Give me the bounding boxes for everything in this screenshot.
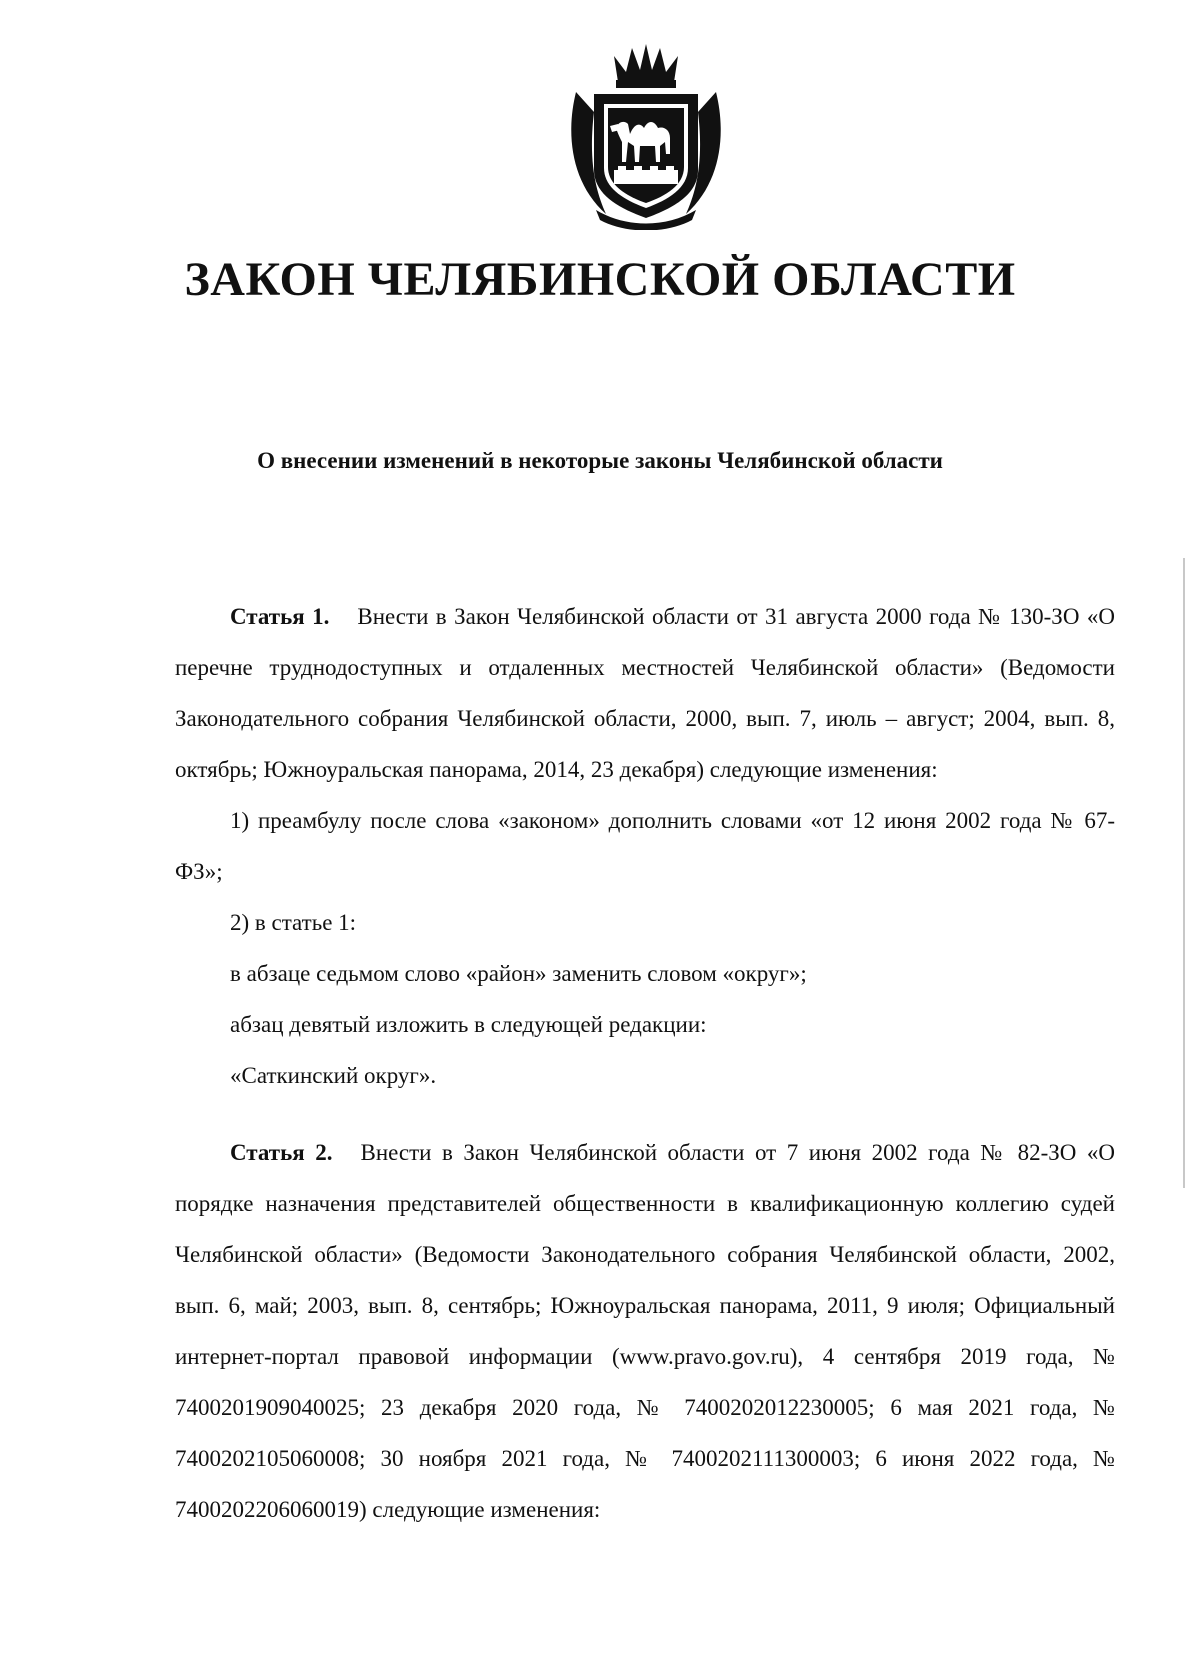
- article-1-item-1: 1) преамбулу после слова «законом» дополнить словами «от 12 июня 2002 года № 67-ФЗ»;: [175, 808, 1115, 884]
- article-1-heading: Статья 1.: [230, 604, 330, 629]
- coat-of-arms-icon: [566, 42, 726, 230]
- law-subtitle: О внесении изменений в некоторые законы Челябинской области: [257, 448, 943, 473]
- article-1-intro-text: Внести в Закон Челябинской области от 31 августа 2000 года № 130-ЗО «О перечне труднодоступных и отдаленных местностей Челябинской области» (Ведомости Законодательного собрания Челябинской области, 2000, вып. 7, июль – август; 2004, вып. 8, октябрь; Южноуральская панорама, 2014, 23 декабря) следующие изменения:: [175, 604, 1115, 782]
- article-1: [175, 591, 1115, 1101]
- article-2-heading: Статья 2.: [230, 1140, 333, 1165]
- law-title: ЗАКОН ЧЕЛЯБИНСКОЙ ОБЛАСТИ: [184, 253, 1016, 306]
- article-2: [175, 1127, 1115, 1535]
- article-1-item-2: 2) в статье 1:: [230, 910, 357, 935]
- article-1-item-2-a: в абзаце седьмом слово «район» заменить словом «округ»;: [230, 961, 807, 986]
- article-1-item-2-c: «Саткинский округ».: [230, 1063, 437, 1088]
- article-1-intro: [175, 591, 1115, 795]
- article-1-item-2-b: абзац девятый изложить в следующей редакции:: [230, 1012, 707, 1037]
- scan-margin-line: [1183, 558, 1185, 1188]
- article-2-intro-text: Внести в Закон Челябинской области от 7 июня 2002 года № 82-ЗО «О порядке назначения представителей общественности в квалификационную коллегию судей Челябинской области» (Ведомости Законодательного собрания Челябинской области, 2002, вып. 6, май; 2003, вып. 8, сентябрь; Южноуральская панорама, 2011, 9 июля; Официальный интернет-портал правовой информации (www.pravo.gov.ru), 4 сентября 2019 года, № 7400201909040025; 23 декабря 2020 года, № 7400202012230005; 6 мая 2021 года, № 7400202105060008; 30 ноября 2021 года, № 7400202111300003; 6 июня 2022 года, № 7400202206060019) следующие изменения:: [175, 1140, 1115, 1522]
- article-2-intro: [175, 1127, 1115, 1535]
